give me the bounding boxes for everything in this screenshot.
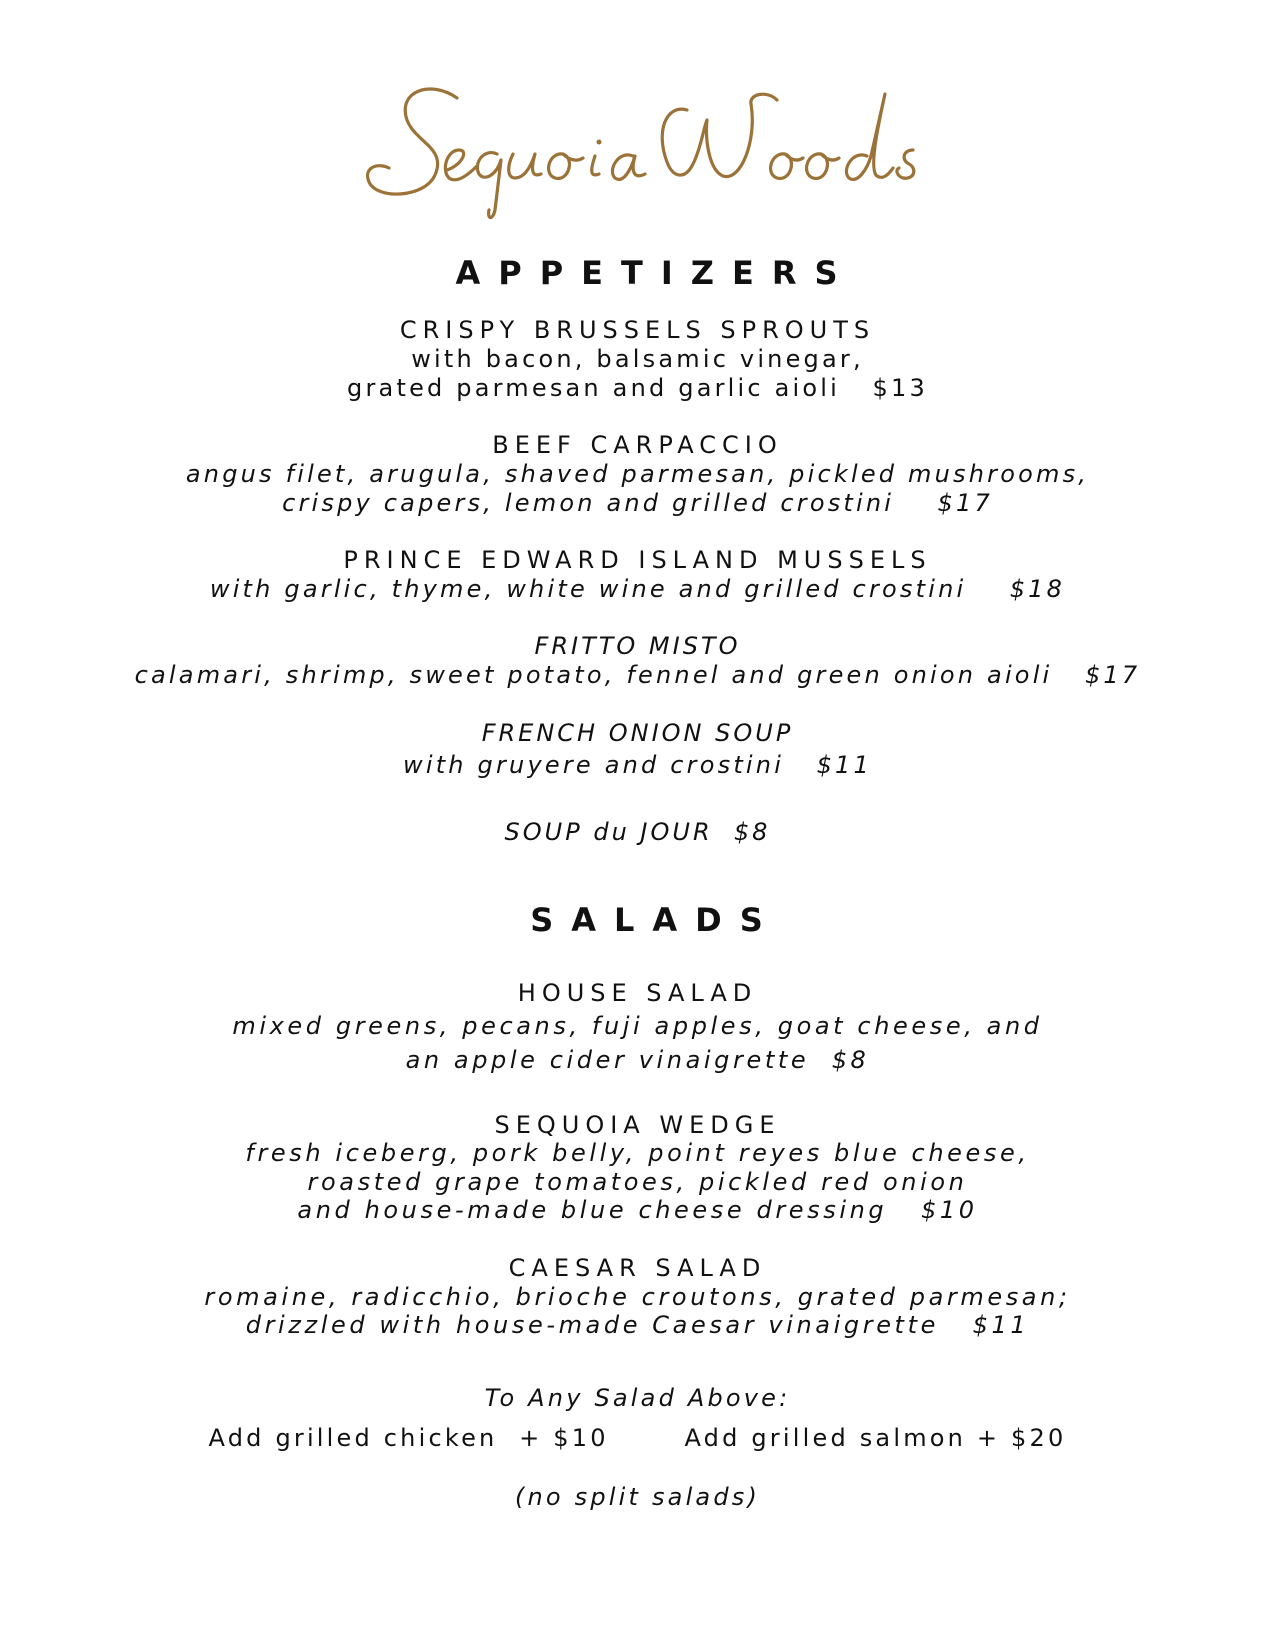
item-description-with-price [0, 1313, 1275, 1337]
item-name: CAESAR SALAD [508, 1254, 767, 1282]
item-name: BEEF CARPACCIO [492, 431, 783, 459]
item-description: angus filet, arugula, shaved parmesan, pickled mushrooms, [185, 460, 1090, 488]
appetizers-heading: APPETIZERS [455, 254, 856, 292]
item-description-with-price [0, 577, 1275, 601]
item-description-with-price [0, 376, 1275, 400]
item-description: grated parmesan and garlic aioli [347, 374, 841, 402]
item-price: $10 [920, 1196, 978, 1224]
item-description-with-price [0, 663, 1275, 687]
addons-intro: To Any Salad Above: [484, 1384, 791, 1412]
item-description: fresh iceberg, pork belly, point reyes blue cheese, [245, 1139, 1030, 1167]
item-price: $17 [1084, 661, 1141, 689]
item-price: $11 [972, 1311, 1030, 1339]
item-description: crispy capers, lemon and grilled crostini [282, 489, 895, 517]
item-description: with garlic, thyme, white wine and grilled crostini [209, 575, 967, 603]
item-description-with-price [0, 491, 1275, 515]
item-name: PRINCE EDWARD ISLAND MUSSELS [343, 546, 932, 574]
item-description: mixed greens, pecans, fuji apples, goat cheese, and [232, 1012, 1043, 1040]
item-price: $8 [733, 818, 771, 846]
item-description-with-price [0, 1198, 1275, 1222]
salads-heading: SALADS [530, 901, 781, 939]
addon-chicken: Add grilled chicken + $10 [208, 1424, 609, 1452]
item-description: and house-made blue cheese dressing [297, 1196, 888, 1224]
item-name-with-price [0, 820, 1275, 844]
item-description: an apple cider vinaigrette [405, 1046, 810, 1074]
item-name: FRITTO MISTO [534, 632, 741, 660]
item-name: SOUP du JOUR [504, 818, 713, 846]
addons-row [0, 1426, 1275, 1450]
item-price: $13 [872, 374, 928, 402]
item-description: with gruyere and crostini [403, 751, 785, 779]
item-description: calamari, shrimp, sweet potato, fennel and green onion aioli [134, 661, 1053, 689]
item-name: CRISPY BRUSSELS SPROUTS [399, 316, 876, 344]
item-price: $18 [1009, 575, 1066, 603]
item-name: HOUSE SALAD [517, 979, 758, 1007]
no-split-note: (no split salads) [514, 1483, 761, 1511]
item-name: FRENCH ONION SOUP [481, 719, 794, 747]
item-name: SEQUOIA WEDGE [494, 1111, 781, 1139]
item-description: with bacon, balsamic vinegar, [411, 345, 864, 373]
item-price: $17 [937, 489, 993, 517]
item-description: roasted grape tomatoes, pickled red onion [307, 1168, 968, 1196]
sequoia-woods-logo [337, 70, 937, 220]
item-description: romaine, radicchio, brioche croutons, grated parmesan; [204, 1283, 1071, 1311]
item-description-with-price [0, 753, 1275, 777]
addon-salmon: Add grilled salmon + $20 [684, 1424, 1067, 1452]
item-price: $8 [831, 1046, 870, 1074]
item-description-with-price [0, 1048, 1275, 1072]
item-price: $11 [816, 751, 872, 779]
item-description: drizzled with house-made Caesar vinaigrette [245, 1311, 939, 1339]
